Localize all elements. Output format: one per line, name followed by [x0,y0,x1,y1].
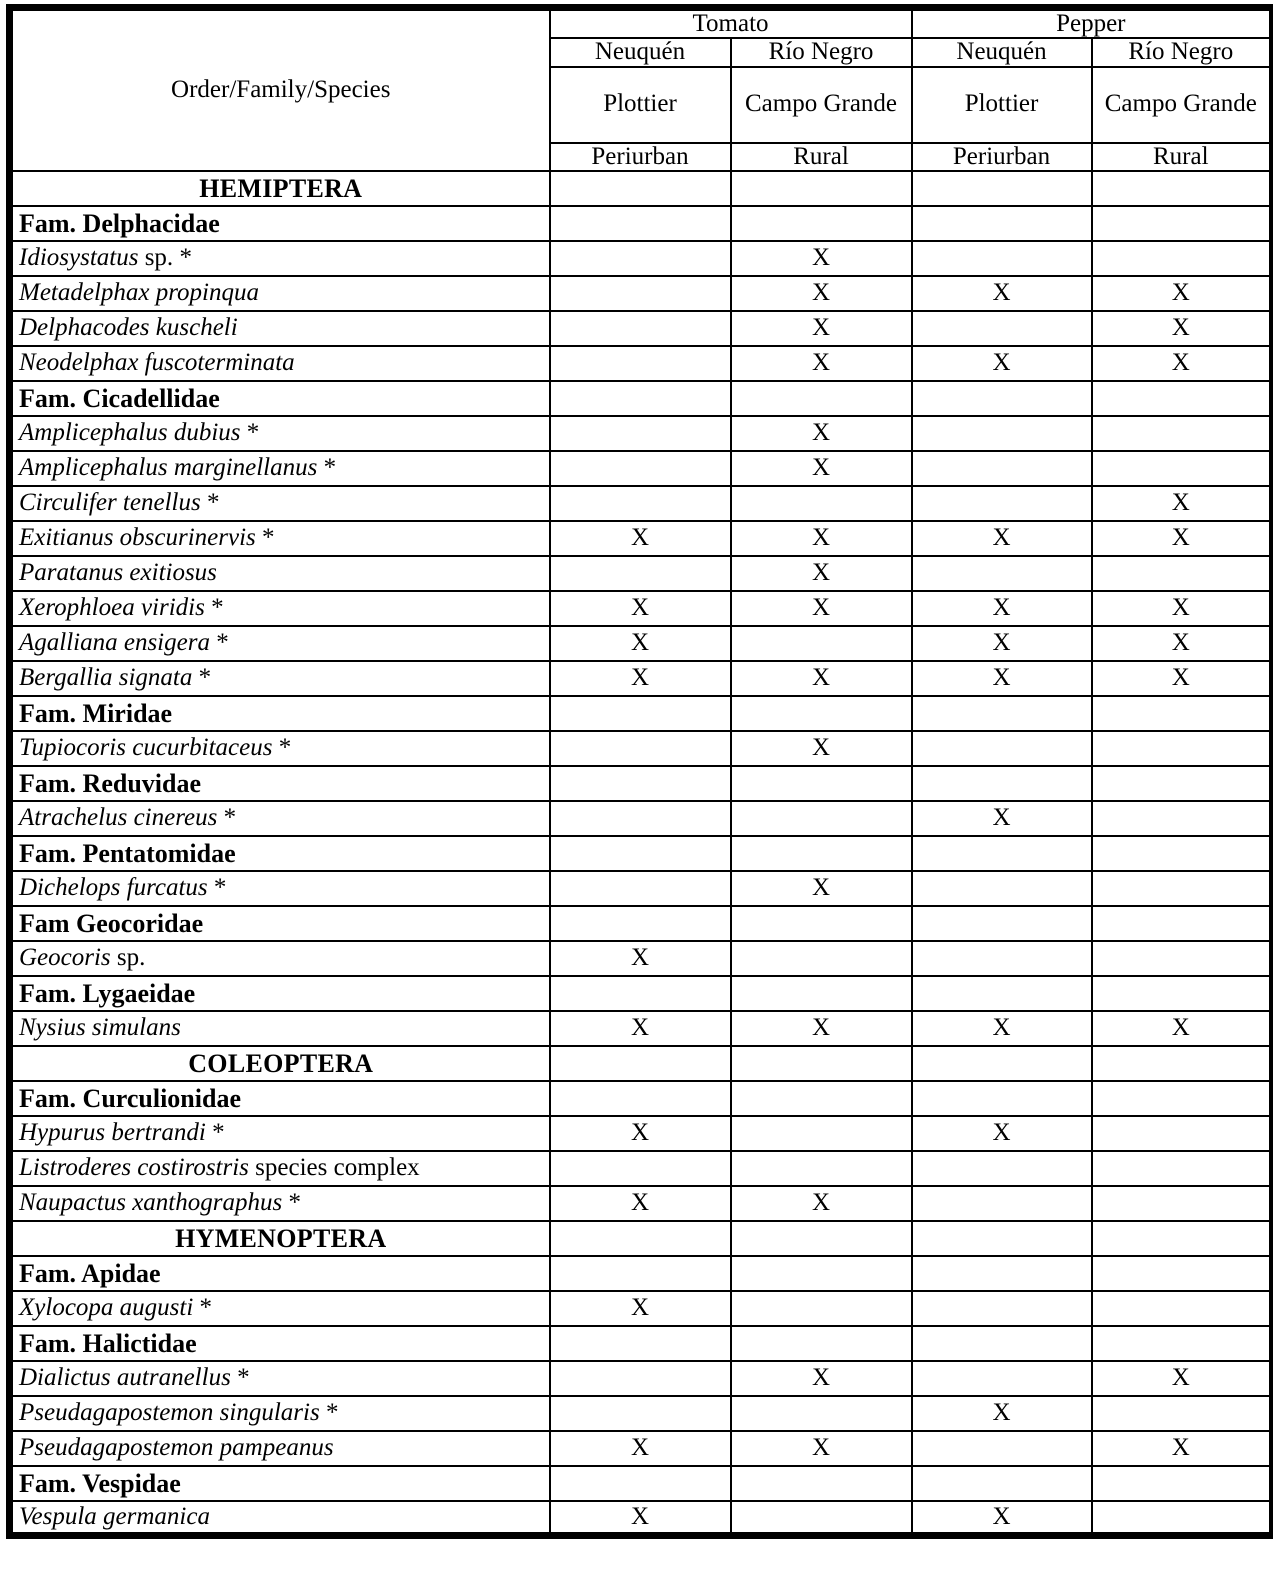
occurrence-cell [1092,451,1273,486]
occurrence-cell [731,1396,912,1431]
locality-header-4: Campo Grande [1092,67,1273,143]
table-row [10,1046,1273,1081]
occurrence-cell [1092,556,1273,591]
occurrence-cell: X [1092,626,1273,661]
occurrence-cell [912,381,1092,416]
table-row [10,766,1273,801]
family-name-cell: Fam. Miridae [10,696,550,731]
table-row [10,171,1273,206]
occurrence-cell [1092,696,1273,731]
occurrence-cell [550,1466,731,1501]
family-name-cell: Fam. Curculionidae [10,1081,550,1116]
table-row [10,311,1273,346]
table-row [10,451,1273,486]
occurrence-cell [1092,1186,1273,1221]
occurrence-cell [912,766,1092,801]
province-header-2: Río Negro [731,38,912,66]
species-name-cell: Pseudagapostemon singularis * [10,1396,550,1431]
occurrence-cell [550,311,731,346]
table-row [10,591,1273,626]
context-header-4: Rural [1092,143,1273,171]
locality-header-2: Campo Grande [731,67,912,143]
species-name-cell: Amplicephalus marginellanus * [10,451,550,486]
occurrence-cell [550,976,731,1011]
occurrence-cell [912,1466,1092,1501]
occurrence-cell: X [912,661,1092,696]
occurrence-cell [1092,1396,1273,1431]
table-row [10,906,1273,941]
occurrence-cell: X [731,346,912,381]
occurrence-cell [1092,381,1273,416]
species-name-cell: Xerophloea viridis * [10,591,550,626]
occurrence-cell: X [550,941,731,976]
occurrence-cell: X [731,1431,912,1466]
occurrence-cell [912,731,1092,766]
occurrence-cell [550,241,731,276]
family-name-cell: Fam. Lygaeidae [10,976,550,1011]
occurrence-cell [912,1046,1092,1081]
occurrence-cell: X [731,556,912,591]
occurrence-cell [550,1151,731,1186]
occurrence-cell: X [1092,346,1273,381]
table-row [10,941,1273,976]
table-row [10,1291,1273,1326]
species-name-cell: Dialictus autranellus * [10,1361,550,1396]
occurrence-cell [731,486,912,521]
occurrence-cell: X [731,1011,912,1046]
occurrence-cell [1092,1046,1273,1081]
occurrence-cell: X [550,1011,731,1046]
table-row [10,556,1273,591]
species-name-cell: Nysius simulans [10,1011,550,1046]
occurrence-cell [1092,906,1273,941]
occurrence-cell [550,906,731,941]
occurrence-cell [912,451,1092,486]
species-name-cell: Neodelphax fuscoterminata [10,346,550,381]
occurrence-cell [550,276,731,311]
occurrence-cell [550,801,731,836]
occurrence-cell [731,626,912,661]
occurrence-cell: X [912,276,1092,311]
table-row [10,836,1273,871]
table-row [10,416,1273,451]
occurrence-cell: X [1092,486,1273,521]
occurrence-cell: X [912,626,1092,661]
province-header-1: Neuquén [550,38,731,66]
species-name-cell: Atrachelus cinereus * [10,801,550,836]
occurrence-cell [912,1221,1092,1256]
occurrence-cell [1092,1256,1273,1291]
occurrence-cell [550,171,731,206]
occurrence-cell [912,976,1092,1011]
insect-species-occurrence-table [6,4,1273,1539]
occurrence-cell [912,941,1092,976]
occurrence-cell [912,171,1092,206]
family-name-cell: Fam Geocoridae [10,906,550,941]
table-row [10,661,1273,696]
occurrence-cell [550,696,731,731]
table-row [10,1186,1273,1221]
occurrence-cell: X [1092,311,1273,346]
table-row [10,871,1273,906]
occurrence-cell [731,696,912,731]
occurrence-cell [1092,241,1273,276]
locality-header-1: Plottier [550,67,731,143]
table-row [10,1361,1273,1396]
table-row [10,1151,1273,1186]
occurrence-cell [1092,416,1273,451]
occurrence-cell [1092,941,1273,976]
header-row-crop [10,8,1273,39]
occurrence-cell [731,171,912,206]
order-name-cell: COLEOPTERA [10,1046,550,1081]
table-row [10,1396,1273,1431]
occurrence-cell: X [731,521,912,556]
occurrence-cell [1092,976,1273,1011]
occurrence-cell [1092,1221,1273,1256]
table-body [10,171,1273,1536]
occurrence-cell [731,1466,912,1501]
occurrence-cell [731,1081,912,1116]
table-row [10,381,1273,416]
occurrence-cell: X [1092,1011,1273,1046]
table-row [10,801,1273,836]
family-name-cell: Fam. Reduvidae [10,766,550,801]
occurrence-cell [731,941,912,976]
occurrence-cell [1092,801,1273,836]
province-header-4: Río Negro [1092,38,1273,66]
order-name-cell: HEMIPTERA [10,171,550,206]
occurrence-cell: X [912,1396,1092,1431]
occurrence-cell: X [550,591,731,626]
table-row [10,486,1273,521]
table-row [10,1326,1273,1361]
occurrence-cell [912,1291,1092,1326]
occurrence-cell [1092,1116,1273,1151]
occurrence-cell [1092,1291,1273,1326]
occurrence-cell [1092,1151,1273,1186]
table-row [10,1466,1273,1501]
occurrence-cell [731,836,912,871]
occurrence-cell [550,346,731,381]
occurrence-cell [731,1116,912,1151]
table-row [10,1081,1273,1116]
species-name-cell: Agalliana ensigera * [10,626,550,661]
occurrence-cell: X [1092,661,1273,696]
occurrence-cell: X [912,1011,1092,1046]
table-row [10,1256,1273,1291]
occurrence-cell [1092,206,1273,241]
family-name-cell: Fam. Halictidae [10,1326,550,1361]
occurrence-cell [912,696,1092,731]
occurrence-cell [1092,1501,1273,1536]
occurrence-cell: X [1092,1431,1273,1466]
occurrence-cell: X [912,521,1092,556]
species-name-cell: Naupactus xanthographus * [10,1186,550,1221]
occurrence-cell: X [1092,1361,1273,1396]
occurrence-cell [1092,871,1273,906]
species-name-cell: Listroderes costirostris species complex [10,1151,550,1186]
occurrence-cell: X [550,1291,731,1326]
species-name-cell: Xylocopa augusti * [10,1291,550,1326]
table-row [10,1221,1273,1256]
occurrence-cell: X [550,521,731,556]
species-name-cell: Pseudagapostemon pampeanus [10,1431,550,1466]
table-row [10,1011,1273,1046]
occurrence-cell: X [1092,521,1273,556]
occurrence-cell [912,1326,1092,1361]
occurrence-cell: X [550,1431,731,1466]
occurrence-cell: X [731,416,912,451]
occurrence-cell [731,1256,912,1291]
occurrence-cell: X [912,801,1092,836]
occurrence-cell [731,766,912,801]
species-name-cell: Metadelphax propinqua [10,276,550,311]
occurrence-cell [912,556,1092,591]
table-row [10,1431,1273,1466]
occurrence-cell [550,381,731,416]
species-name-cell: Tupiocoris cucurbitaceus * [10,731,550,766]
table-row [10,206,1273,241]
occurrence-cell: X [912,1501,1092,1536]
occurrence-cell: X [731,1361,912,1396]
table-row [10,241,1273,276]
table-row [10,1116,1273,1151]
species-name-cell: Amplicephalus dubius * [10,416,550,451]
species-name-cell: Idiosystatus sp. * [10,241,550,276]
occurrence-cell [1092,766,1273,801]
occurrence-cell: X [731,241,912,276]
occurrence-cell [912,1151,1092,1186]
table-row [10,696,1273,731]
occurrence-cell [550,1396,731,1431]
occurrence-cell [912,206,1092,241]
occurrence-cell: X [731,871,912,906]
species-name-cell: Dichelops furcatus * [10,871,550,906]
crop-header-pepper: Pepper [912,8,1273,39]
family-name-cell: Fam. Apidae [10,1256,550,1291]
row-header-label: Order/Family/Species [10,8,550,171]
occurrence-cell: X [550,626,731,661]
occurrence-cell [912,241,1092,276]
occurrence-cell: X [550,1501,731,1536]
occurrence-cell: X [912,346,1092,381]
occurrence-cell [731,801,912,836]
occurrence-cell [550,731,731,766]
occurrence-cell [912,1256,1092,1291]
occurrence-cell [731,381,912,416]
species-name-cell: Circulifer tenellus * [10,486,550,521]
family-name-cell: Fam. Vespidae [10,1466,550,1501]
occurrence-cell [550,416,731,451]
table-row [10,346,1273,381]
species-name-cell: Bergallia signata * [10,661,550,696]
occurrence-cell [1092,1326,1273,1361]
occurrence-cell: X [912,1116,1092,1151]
order-name-cell: HYMENOPTERA [10,1221,550,1256]
crop-header-tomato: Tomato [550,8,912,39]
occurrence-cell [550,486,731,521]
occurrence-cell [731,1221,912,1256]
occurrence-cell [550,1361,731,1396]
occurrence-cell [912,486,1092,521]
occurrence-cell [550,1221,731,1256]
family-name-cell: Fam. Pentatomidae [10,836,550,871]
table-row [10,626,1273,661]
occurrence-cell [912,871,1092,906]
occurrence-cell [1092,731,1273,766]
occurrence-cell [912,1431,1092,1466]
occurrence-cell: X [550,1186,731,1221]
family-name-cell: Fam. Cicadellidae [10,381,550,416]
occurrence-cell [731,1326,912,1361]
context-header-1: Periurban [550,143,731,171]
occurrence-cell [550,1081,731,1116]
occurrence-cell [731,976,912,1011]
occurrence-cell: X [731,661,912,696]
occurrence-cell [912,416,1092,451]
species-name-cell: Vespula germanica [10,1501,550,1536]
table-row [10,731,1273,766]
occurrence-cell [550,871,731,906]
family-name-cell: Fam. Delphacidae [10,206,550,241]
occurrence-cell: X [731,276,912,311]
table-row [10,276,1273,311]
occurrence-cell: X [550,1116,731,1151]
occurrence-cell [731,1046,912,1081]
occurrence-cell [1092,836,1273,871]
occurrence-cell [912,311,1092,346]
occurrence-cell [550,1256,731,1291]
occurrence-cell: X [731,1186,912,1221]
locality-header-3: Plottier [912,67,1092,143]
species-name-cell: Delphacodes kuscheli [10,311,550,346]
occurrence-cell [731,1501,912,1536]
table-header [10,8,1273,171]
occurrence-cell: X [1092,276,1273,311]
table-row [10,1501,1273,1536]
occurrence-cell: X [731,591,912,626]
occurrence-cell [550,206,731,241]
occurrence-cell [550,556,731,591]
table-row [10,521,1273,556]
species-name-cell: Hypurus bertrandi * [10,1116,550,1151]
occurrence-cell [731,1291,912,1326]
occurrence-cell [731,1151,912,1186]
occurrence-cell: X [731,731,912,766]
context-header-2: Rural [731,143,912,171]
occurrence-cell [550,451,731,486]
species-name-cell: Exitianus obscurinervis * [10,521,550,556]
occurrence-cell [550,1046,731,1081]
occurrence-cell [1092,1081,1273,1116]
occurrence-cell: X [731,451,912,486]
occurrence-cell: X [912,591,1092,626]
occurrence-cell [1092,1466,1273,1501]
occurrence-cell [912,906,1092,941]
occurrence-cell: X [550,661,731,696]
occurrence-cell [731,906,912,941]
context-header-3: Periurban [912,143,1092,171]
occurrence-cell [731,206,912,241]
table-row [10,976,1273,1011]
occurrence-cell: X [731,311,912,346]
occurrence-cell [912,1361,1092,1396]
occurrence-cell [912,836,1092,871]
province-header-3: Neuquén [912,38,1092,66]
occurrence-cell [550,766,731,801]
occurrence-cell [912,1186,1092,1221]
occurrence-cell [550,1326,731,1361]
species-name-cell: Geocoris sp. [10,941,550,976]
occurrence-cell: X [1092,591,1273,626]
species-name-cell: Paratanus exitiosus [10,556,550,591]
occurrence-cell [1092,171,1273,206]
occurrence-cell [550,836,731,871]
occurrence-cell [912,1081,1092,1116]
